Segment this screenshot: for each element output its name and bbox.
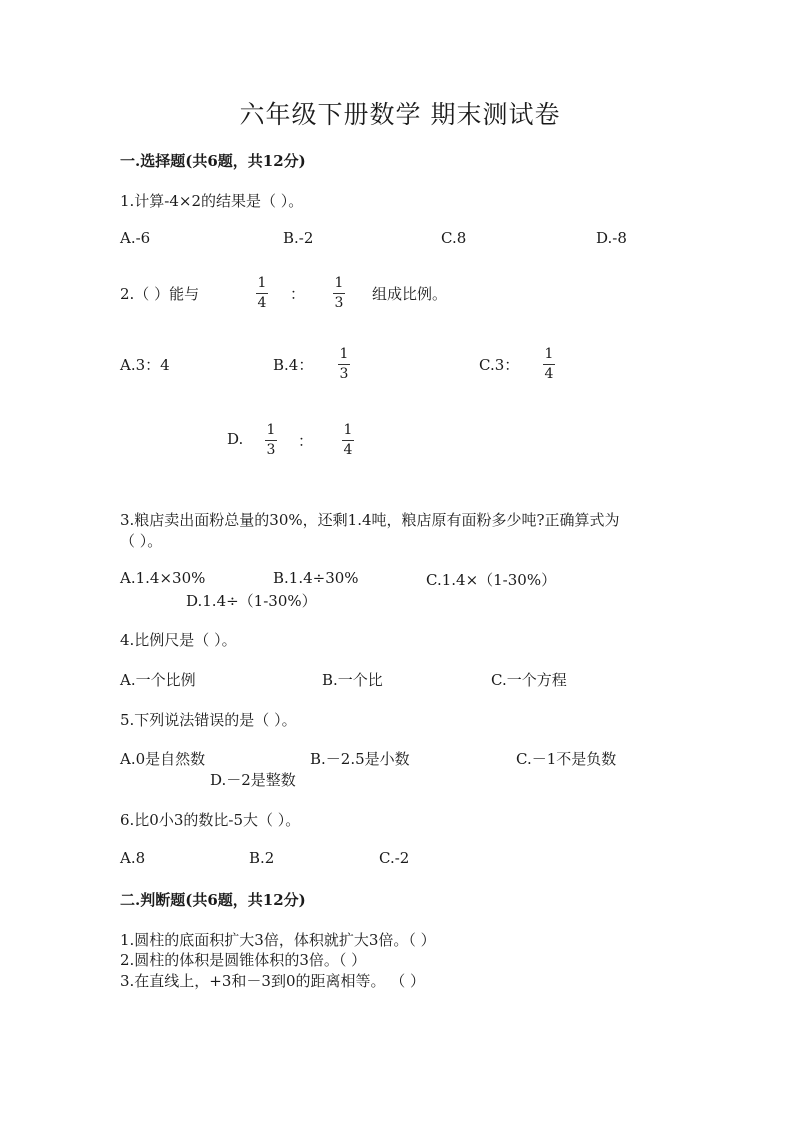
q1-option-b[interactable]: B.-2 bbox=[283, 229, 314, 247]
question-2-suffix: 组成比例。 bbox=[372, 285, 448, 303]
q2-option-b-numerator: 1 bbox=[339, 346, 349, 362]
section-heading-choice: 一.选择题(共6题，共12分) bbox=[120, 152, 306, 170]
q1-option-d[interactable]: D.-8 bbox=[596, 229, 627, 247]
q6-option-c[interactable]: C.-2 bbox=[379, 849, 410, 867]
q2-option-d-fraction-2 bbox=[342, 422, 354, 459]
question-6: 6.比0小3的数比-5大（ ）。 bbox=[120, 811, 301, 829]
question-1: 1.计算-4×2的结果是（ ）。 bbox=[120, 192, 304, 210]
q2-option-d-denominator-2: 4 bbox=[343, 442, 353, 458]
question-4: 4.比例尺是（ ）。 bbox=[120, 631, 237, 649]
q1-option-a[interactable]: A.-6 bbox=[120, 229, 151, 247]
section-heading-true-false: 二.判断题(共6题，共12分) bbox=[120, 891, 306, 909]
q6-option-a[interactable]: A.8 bbox=[120, 849, 146, 867]
q2-option-c-fraction bbox=[543, 346, 555, 383]
q4-option-b[interactable]: B.一个比 bbox=[322, 671, 383, 689]
q5-option-b[interactable]: B.－2.5是小数 bbox=[310, 750, 410, 768]
q2-ratio-separator: ： bbox=[290, 285, 306, 303]
q5-option-d[interactable]: D.－2是整数 bbox=[210, 771, 296, 789]
q4-option-c[interactable]: C.一个方程 bbox=[491, 671, 567, 689]
q2-option-d-separator: ： bbox=[298, 432, 314, 450]
q3-option-a[interactable]: A.1.4×30% bbox=[120, 569, 206, 587]
q2-fraction-b bbox=[333, 275, 345, 312]
judge-item-1: 1.圆柱的底面积扩大3倍，体积就扩大3倍。（ ） bbox=[120, 931, 436, 949]
q5-option-c[interactable]: C.－1不是负数 bbox=[516, 750, 617, 768]
page-title: 六年级下册数学 期末测试卷 bbox=[239, 100, 561, 129]
q2-option-c-denominator: 4 bbox=[544, 366, 554, 382]
q5-option-a[interactable]: A.0是自然数 bbox=[120, 750, 206, 768]
q2-fraction-a-denominator: 4 bbox=[257, 295, 267, 311]
judge-item-3: 3.在直线上，+3和－3到0的距离相等。 （ ） bbox=[120, 972, 426, 990]
q2-option-b[interactable]: B.4： bbox=[273, 356, 314, 374]
q2-option-a[interactable]: A.3：4 bbox=[120, 356, 170, 374]
fraction-bar bbox=[256, 293, 268, 294]
question-5: 5.下列说法错误的是（ ）。 bbox=[120, 711, 297, 729]
q4-option-a[interactable]: A.一个比例 bbox=[120, 671, 196, 689]
q3-option-d[interactable]: D.1.4÷（1-30%） bbox=[186, 592, 317, 610]
q3-option-b[interactable]: B.1.4÷30% bbox=[273, 569, 359, 587]
q2-option-d[interactable]: D. bbox=[227, 430, 244, 448]
q6-option-b[interactable]: B.2 bbox=[249, 849, 275, 867]
judge-item-2: 2.圆柱的体积是圆锥体积的3倍。（ ） bbox=[120, 951, 367, 969]
q2-option-d-denominator-1: 3 bbox=[266, 442, 276, 458]
fraction-bar bbox=[543, 364, 555, 365]
q2-option-c-numerator: 1 bbox=[544, 346, 554, 362]
fraction-bar bbox=[333, 293, 345, 294]
q1-option-c[interactable]: C.8 bbox=[441, 229, 467, 247]
fraction-bar bbox=[265, 440, 277, 441]
q2-option-b-fraction bbox=[338, 346, 350, 383]
question-3-line-2: （ ）。 bbox=[120, 532, 163, 550]
q2-fraction-a-numerator: 1 bbox=[257, 275, 267, 291]
q2-option-d-numerator-2: 1 bbox=[343, 422, 353, 438]
question-3-line-1: 3.粮店卖出面粉总量的30%，还剩1.4吨，粮店原有面粉多少吨?正确算式为 bbox=[120, 511, 620, 529]
q2-option-b-denominator: 3 bbox=[339, 366, 349, 382]
q2-fraction-b-numerator: 1 bbox=[334, 275, 344, 291]
q3-option-c[interactable]: C.1.4×（1-30%） bbox=[426, 571, 557, 589]
q2-fraction-a bbox=[256, 275, 268, 312]
fraction-bar bbox=[338, 364, 350, 365]
q2-option-d-numerator-1: 1 bbox=[266, 422, 276, 438]
fraction-bar bbox=[342, 440, 354, 441]
q2-option-c[interactable]: C.3： bbox=[479, 356, 520, 374]
question-2-prefix: 2.（ ）能与 bbox=[120, 285, 200, 303]
q2-fraction-b-denominator: 3 bbox=[334, 295, 344, 311]
q2-option-d-fraction-1 bbox=[265, 422, 277, 459]
